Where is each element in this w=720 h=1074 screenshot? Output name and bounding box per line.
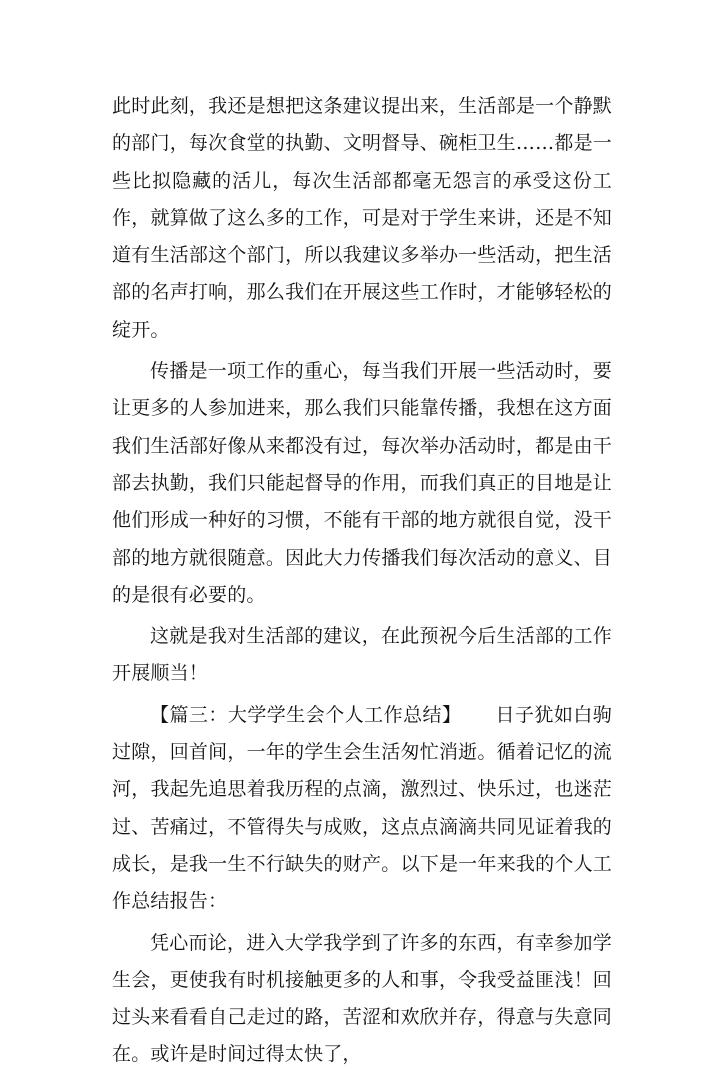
paragraph-2: 传播是一项工作的重心，每当我们开展一些活动时，要让更多的人参加进来，那么我们只能靠传播，我想在这方面我们生活部好像从来都没有过，每次举办活动时，都是由干部去执勤，我们只能起督导的作用，而我们真正的目地是让他们形成一种好的习惯，不能有干部的地方就很自觉，没干部的地方就很随意。因此大力传播我们每次活动的意义、目的是很有必要的。 [112,360,612,606]
paragraph-4-text: 日子犹如白驹过隙，回首间，一年的学生会生活匆忙消逝。循着记忆的流河，我起先追思着我历程的点滴，激烈过、快乐过，也迷茫过、苦痛过，不管得失与成败，这点点滴滴共同见证着我的成长，是我一生不行缺失的财产。以下是一年来我的个人工作总结报告： [112,703,613,913]
paragraph-1: 此时此刻，我还是想把这条建议提出来，生活部是一个静默的部门，每次食堂的执勤、文明督导、碗柜卫生……都是一些比拟隐藏的活儿，每次生活部都毫无怨言的承受这份工作，就算做了这么多的工作，可是对于学生来讲，还是不知道有生活部这个部门，所以我建议多举办一些活动，把生活部的名声打响，那么我们在开展这些工作时，才能够轻松的绽开。 [112,95,612,341]
paragraph-3: 这就是我对生活部的建议，在此预祝今后生活部的工作开展顺当！ [112,625,612,685]
paragraph-4 [112,697,612,921]
paragraph-5: 凭心而论，进入大学我学到了许多的东西，有幸参加学生会，更使我有时机接触更多的人和事，令我受益匪浅！回过头来看看自己走过的路，苦涩和欢欣并存，得意与失意同在。或许是时间过得太快了， [112,931,612,1066]
document-body [112,88,612,1074]
section-heading: 【篇三：大学学生会个人工作总结】 [150,703,462,726]
